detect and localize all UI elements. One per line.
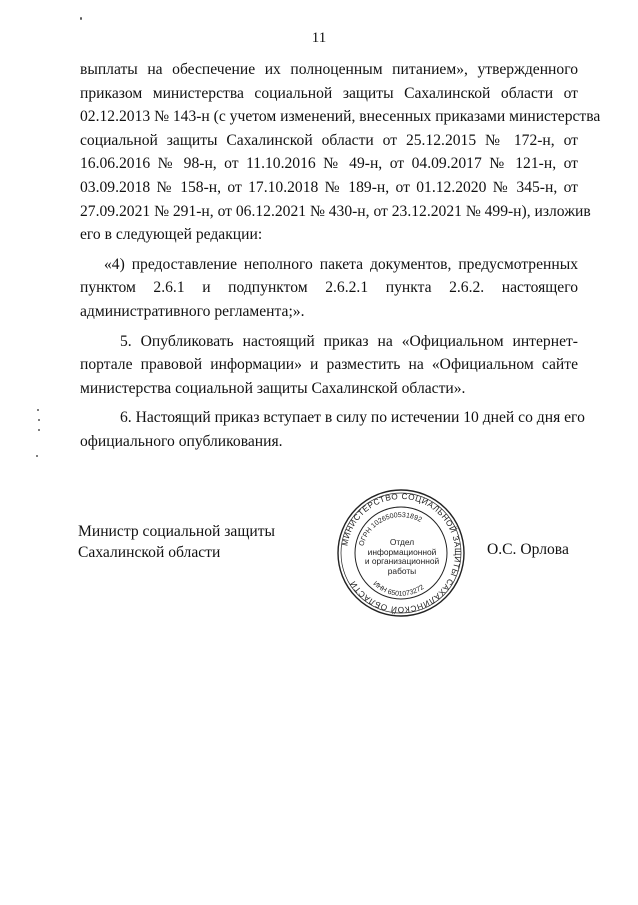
position-line: Сахалинской области <box>78 544 221 561</box>
signatory-position <box>78 521 275 563</box>
stamp-center-line: и организационной <box>364 556 440 567</box>
stamp-outer-text: МИНИСТЕРСТВО СОЦИАЛЬНОЙ ЗАЩИТЫ САХАЛИНСКОЙ ОБЛАСТИ <box>340 491 463 615</box>
text-line: пунктом 2.6.1 и подпунктом 2.6.2.1 пункта 2.6.2. настоящего <box>80 279 578 297</box>
paragraph-item-5 <box>80 330 578 401</box>
position-line: Министр социальной защиты <box>78 523 275 540</box>
text-line: 27.09.2021 № 291-н, от 06.12.2021 № 430-н, от 23.12.2021 № 499-н), изложив <box>80 202 591 220</box>
text-line: «4) предоставление неполного пакета документов, предусмотренных <box>104 255 578 273</box>
paragraph-item-6 <box>80 406 585 453</box>
text-line: 5. Опубликовать настоящий приказ на «Официальном интернет- <box>120 332 578 350</box>
text-line: портале правовой информации» и разместить на «Официальном сайте <box>80 356 578 374</box>
page-number: 11 <box>311 30 327 46</box>
stamp-center-line: Отдел <box>389 537 415 547</box>
text-line: приказом министерства социальной защиты Сахалинской области от <box>80 84 578 102</box>
paragraph-amendment <box>80 58 601 247</box>
text-line: социальной защиты Сахалинской области от 25.12.2015 № 172-н, от <box>80 131 578 149</box>
scan-speck <box>36 455 38 457</box>
stamp-center-line: информационной <box>367 546 437 557</box>
text-line: выплаты на обеспечение их полноценным питанием», утвержденного <box>80 61 578 78</box>
document-body <box>80 58 601 454</box>
scan-speck <box>37 409 39 411</box>
stamp-ogrn: ОГРН 1026500531892 <box>358 511 423 547</box>
scan-speck <box>80 17 82 20</box>
stamp-inn: ИНН 6501073272 <box>371 580 426 598</box>
text-line: 6. Настоящий приказ вступает в силу по истечении 10 дней со дня его <box>120 409 585 427</box>
scan-speck <box>38 429 40 431</box>
signatory-name: О.С. Орлова <box>487 541 569 558</box>
text-line: 03.09.2018 № 158-н, от 17.10.2018 № 189-н, от 01.12.2020 № 345-н, от <box>80 178 578 196</box>
text-line: официального опубликования. <box>80 432 283 450</box>
paragraph-quote <box>80 253 578 324</box>
text-line: его в следующей редакции: <box>80 226 263 244</box>
text-line: 16.06.2016 № 98-н, от 11.10.2016 № 49-н, от 04.09.2017 № 121-н, от <box>80 155 578 173</box>
stamp-center-text <box>360 538 444 576</box>
scan-speck <box>38 419 40 421</box>
text-line: административного регламента;». <box>80 302 305 320</box>
text-line: 02.12.2013 № 143-н (с учетом изменений, внесенных приказами министерства <box>80 108 601 126</box>
text-line: министерства социальной защиты Сахалинской области». <box>80 379 466 397</box>
stamp-center-line: работы <box>387 565 417 576</box>
